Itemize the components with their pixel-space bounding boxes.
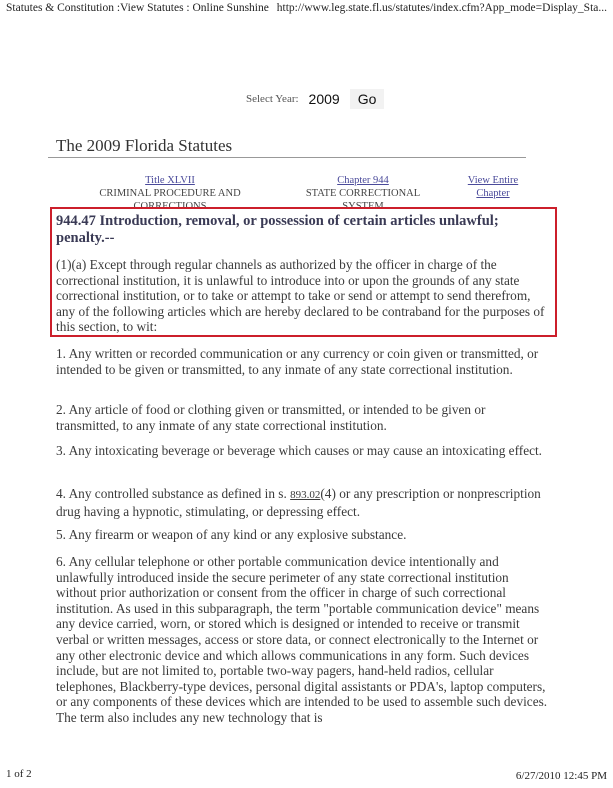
go-button[interactable]: Go bbox=[350, 89, 385, 109]
paragraph-1a: (1)(a) Except through regular channels as authorized by the officer in charge of the correctional institution, it is unlawful to introduce into or upon the grounds of any state correctional institution, or to take or attempt to take or send or attempt to send therefrom, any of the following articles which are hereby declared to be contraband for the purposes of this section, to wit: bbox=[56, 257, 545, 335]
list-item-6: 6. Any cellular telephone or other portable communication device intentionally and unlawfully introduced inside the secure perimeter of any state correctional institution without prior authorization or consent from the officer in charge of such correctional institution. As used in this subparagraph, the term "portable communication device" means any device carried, worn, or stored which is designed or intended to receive or transmit verbal or written messages, access or store data, or connect electronically to the Internet or any other electronic device and which allows communications in any form. Such devices include, but are not limited to, portable two-way pagers, hand-held radios, cellular telephones, Blackberry-type devices, personal digital assistants or PDA's, laptop computers, or any components of these devices which are intended to be used to assemble such devices. The term also includes any new technology that is bbox=[56, 554, 548, 725]
title-link[interactable]: Title XLVII bbox=[145, 175, 195, 186]
statute-reference-link[interactable]: 893.02 bbox=[290, 489, 321, 501]
item-4-text-end: (4) or any prescription or nonprescription drug having a hypnotic, stimulating, or depressing effect. bbox=[56, 486, 541, 519]
print-footer-page: 1 of 2 bbox=[6, 768, 32, 780]
year-select[interactable]: 2009 bbox=[308, 91, 340, 107]
list-item-5: 5. Any firearm or weapon of any kind or any explosive substance. bbox=[56, 527, 407, 542]
select-year-label: Select Year: bbox=[246, 93, 299, 105]
view-entire-chapter-link[interactable]: View Entire Chapter bbox=[467, 175, 519, 199]
list-item-2: 2. Any article of food or clothing given or transmitted, or intended to be given or transmitted, to any inmate of any state correctional institution. bbox=[56, 402, 486, 433]
print-header-title: Statutes & Constitution :View Statutes : Online Sunshine bbox=[6, 2, 269, 14]
title-divider bbox=[48, 157, 526, 158]
item-4-text-start: 4. Any controlled substance as defined in s. bbox=[56, 486, 291, 501]
select-year-row bbox=[246, 89, 384, 109]
list-item-3: 3. Any intoxicating beverage or beverage which causes or may cause an intoxicating effect. bbox=[56, 443, 543, 458]
nav-entire-chapter bbox=[450, 174, 536, 200]
chapter-name: STATE CORRECTIONAL SYSTEM bbox=[305, 188, 421, 212]
print-header-url: http://www.leg.state.fl.us/statutes/index.cfm?App_mode=Display_Sta... bbox=[276, 2, 607, 14]
list-item-4 bbox=[56, 486, 550, 519]
page-title: The 2009 Florida Statutes bbox=[56, 136, 233, 155]
section-heading: 944.47 Introduction, removal, or possession of certain articles unlawful; penalty.-- bbox=[56, 213, 499, 246]
print-footer-datetime: 6/27/2010 12:45 PM bbox=[515, 770, 607, 782]
title-name: CRIMINAL PROCEDURE AND CORRECTIONS bbox=[99, 188, 241, 212]
list-item-1: 1. Any written or recorded communication or any currency or coin given or transmitted, or intended to be given or transmitted, to any inmate of any state correctional institution. bbox=[56, 346, 539, 377]
chapter-link[interactable]: Chapter 944 bbox=[337, 175, 389, 186]
